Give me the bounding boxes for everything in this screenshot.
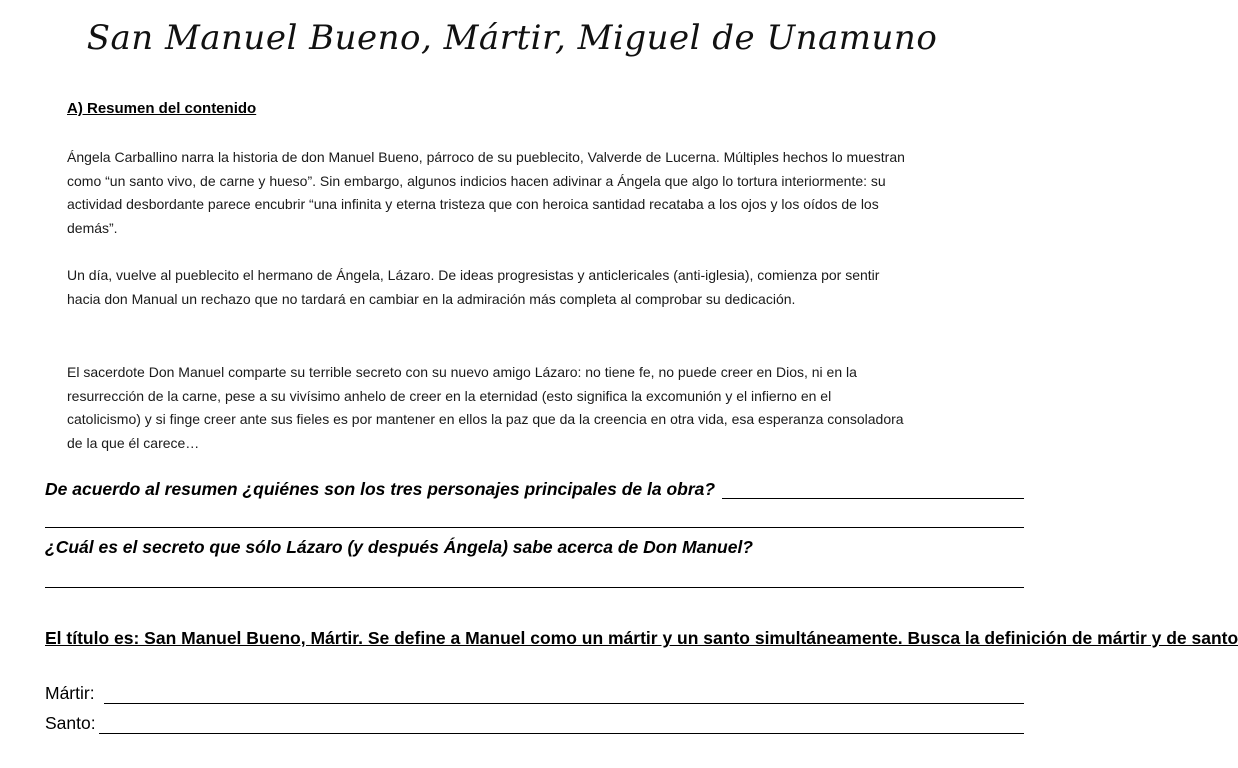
title-instruction: El título es: San Manuel Bueno, Mártir. Se define a Manuel como un mártir y un santo simultáneamente. Busca la definición de mártir y de santo (45, 628, 1238, 648)
answer-line-1b (45, 527, 1024, 528)
summary-paragraph-1: Ángela Carballino narra la historia de don Manuel Bueno, párroco de su pueblecito, Valverde de Lucerna. Múltiples hechos lo muestran como “un santo vivo, de carne y hueso”. Sin embargo, algunos indicios hacen adivinar a Ángela que algo lo tortura interiormente: su actividad desbordante parece encubrir “una infinita y eterna tristeza que con heroica santidad recataba a los ojos y los oídos de los demás”. (67, 149, 905, 236)
question-1: De acuerdo al resumen ¿quiénes son los tres personajes principales de la obra? (45, 479, 716, 499)
santo-answer-line (99, 733, 1024, 734)
martir-answer-line (104, 703, 1024, 704)
answer-line-2 (45, 587, 1024, 588)
santo-label: Santo: (45, 713, 96, 733)
summary-paragraph-3: El sacerdote Don Manuel comparte su terrible secreto con su nuevo amigo Lázaro: no tiene fe, no puede creer en Dios, ni en la resurrección de la carne, pese a su vivísimo anhelo de creer en la eternidad (esto significa la excomunión y el infierno en el catolicismo) y si finge creer ante sus fieles es por mantener en ellos la paz que da la creencia en otra vida, esa esperanza consoladora de la que él carece… (67, 364, 904, 451)
martir-label: Mártir: (45, 683, 95, 703)
answer-line-1a (722, 498, 1024, 499)
question-2: ¿Cuál es el secreto que sólo Lázaro (y después Ángela) sabe acerca de Don Manuel? (45, 537, 753, 557)
section-heading: A) Resumen del contenido (67, 100, 257, 117)
summary-paragraph-2: Un día, vuelve al pueblecito el hermano de Ángela, Lázaro. De ideas progresistas y anticlericales (anti-iglesia), comienza por sentir hacia don Manual un rechazo que no tardará en cambiar en la admiración más completa al comprobar su dedicación. (67, 267, 880, 307)
worksheet-title: San Manuel Bueno, Mártir, Miguel de Unamuno (86, 18, 938, 58)
